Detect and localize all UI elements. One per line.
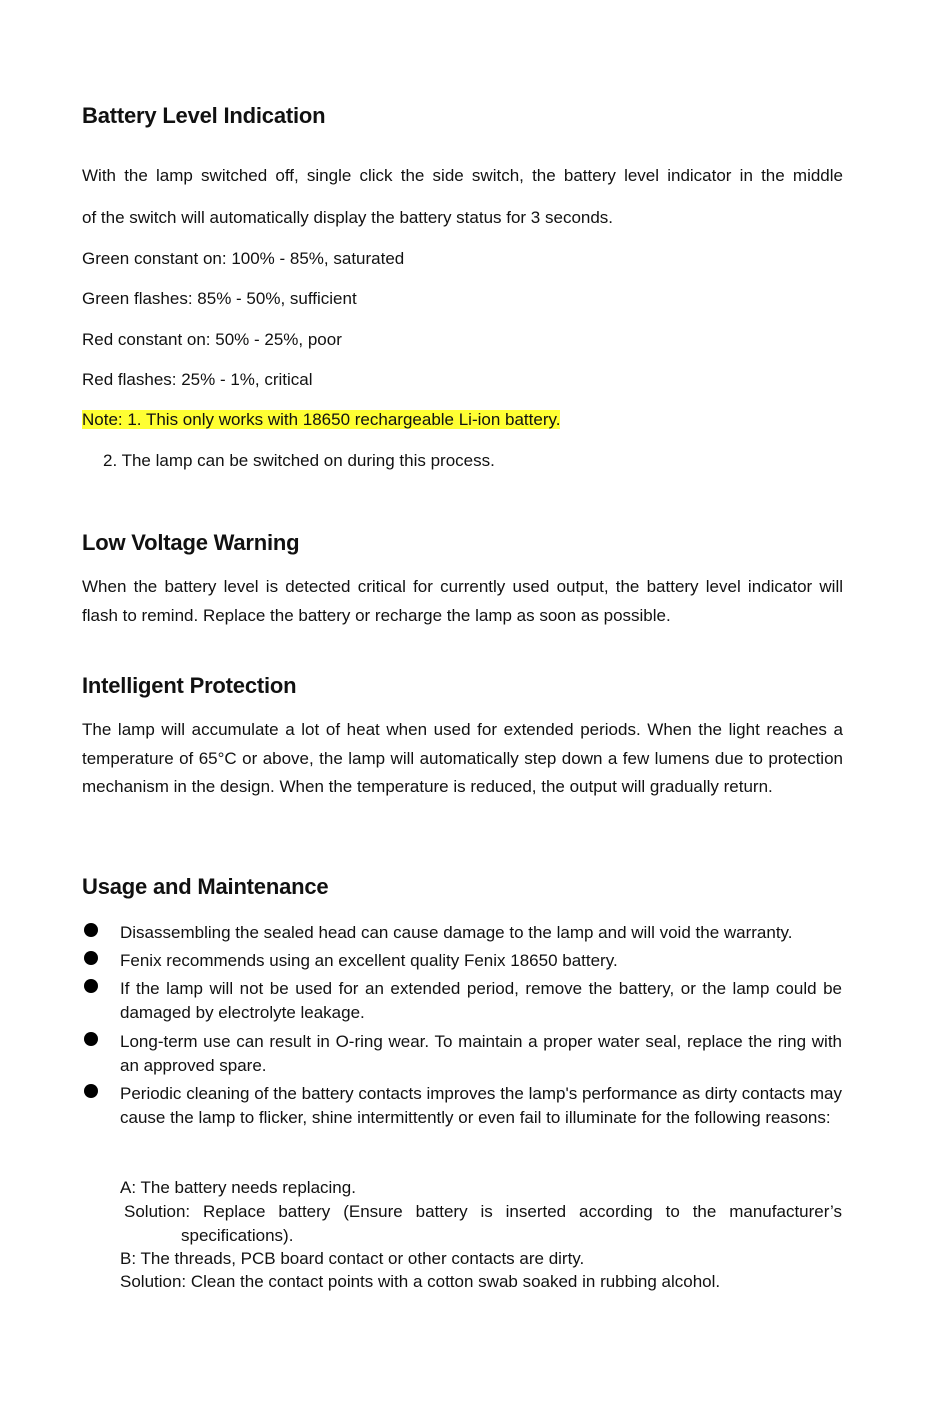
highlighted-note: Note: 1. This only works with 18650 rechargeable Li-ion battery. (82, 410, 561, 429)
protection-body: The lamp will accumulate a lot of heat when used for extended periods. When the light reaches a temperature of 65°C or above, the lamp will automatically step down a few lumens due to protection mechanism in the design. When the temperature is reduced, the output will gradually return. (82, 720, 843, 796)
low-voltage-body: When the battery level is detected critical for currently used output, the battery level indicator will flash to remind. Replace the battery or recharge the lamp as soon as possible. (82, 577, 843, 625)
usage-bullet-1: Disassembling the sealed head can cause damage to the lamp and will void the warranty. (120, 923, 793, 942)
usage-heading: Usage and Maintenance (82, 874, 329, 899)
usage-bullet-2: Fenix recommends using an excellent quality Fenix 18650 battery. (120, 951, 618, 970)
bullet-icon (84, 1032, 98, 1046)
solution-b: Solution: Clean the contact points with a cotton swab soaked in rubbing alcohol. (120, 1272, 721, 1291)
battery-level-red-constant: Red constant on: 50% - 25%, poor (82, 330, 342, 349)
reason-b: B: The threads, PCB board contact or other contacts are dirty. (120, 1249, 585, 1268)
bullet-icon (84, 979, 98, 993)
usage-bullet-5: Periodic cleaning of the battery contacts improves the lamp's performance as dirty contacts may cause the lamp to flicker, shine intermittently or even fail to illuminate for the following reasons: (120, 1084, 842, 1127)
battery-level-heading: Battery Level Indication (82, 103, 326, 128)
battery-intro-line-1: With the lamp switched off, single click the side switch, the battery level indicator in the middle (82, 166, 843, 185)
usage-bullet-3: If the lamp will not be used for an extended period, remove the battery, or the lamp could be damaged by electrolyte leakage. (120, 979, 842, 1022)
battery-level-red-flash: Red flashes: 25% - 1%, critical (82, 370, 313, 389)
battery-note-2: 2. The lamp can be switched on during this process. (103, 451, 495, 470)
usage-bullet-4: Long-term use can result in O-ring wear. To maintain a proper water seal, replace the ring with an approved spare. (120, 1032, 842, 1075)
solution-a-line-2: specifications). (181, 1226, 294, 1245)
protection-heading: Intelligent Protection (82, 673, 297, 698)
battery-intro-line-2: of the switch will automatically display the battery status for 3 seconds. (82, 208, 614, 227)
bullet-icon (84, 1084, 98, 1098)
bullet-icon (84, 923, 98, 937)
battery-level-green-flash: Green flashes: 85% - 50%, sufficient (82, 289, 357, 308)
low-voltage-heading: Low Voltage Warning (82, 530, 300, 555)
bullet-icon (84, 951, 98, 965)
battery-level-green-constant: Green constant on: 100% - 85%, saturated (82, 249, 405, 268)
solution-a-line-1: Solution: Replace battery (Ensure battery is inserted according to the manufacturer’s (124, 1202, 842, 1221)
battery-note-1 (82, 410, 560, 430)
reason-a: A: The battery needs replacing. (120, 1178, 356, 1197)
